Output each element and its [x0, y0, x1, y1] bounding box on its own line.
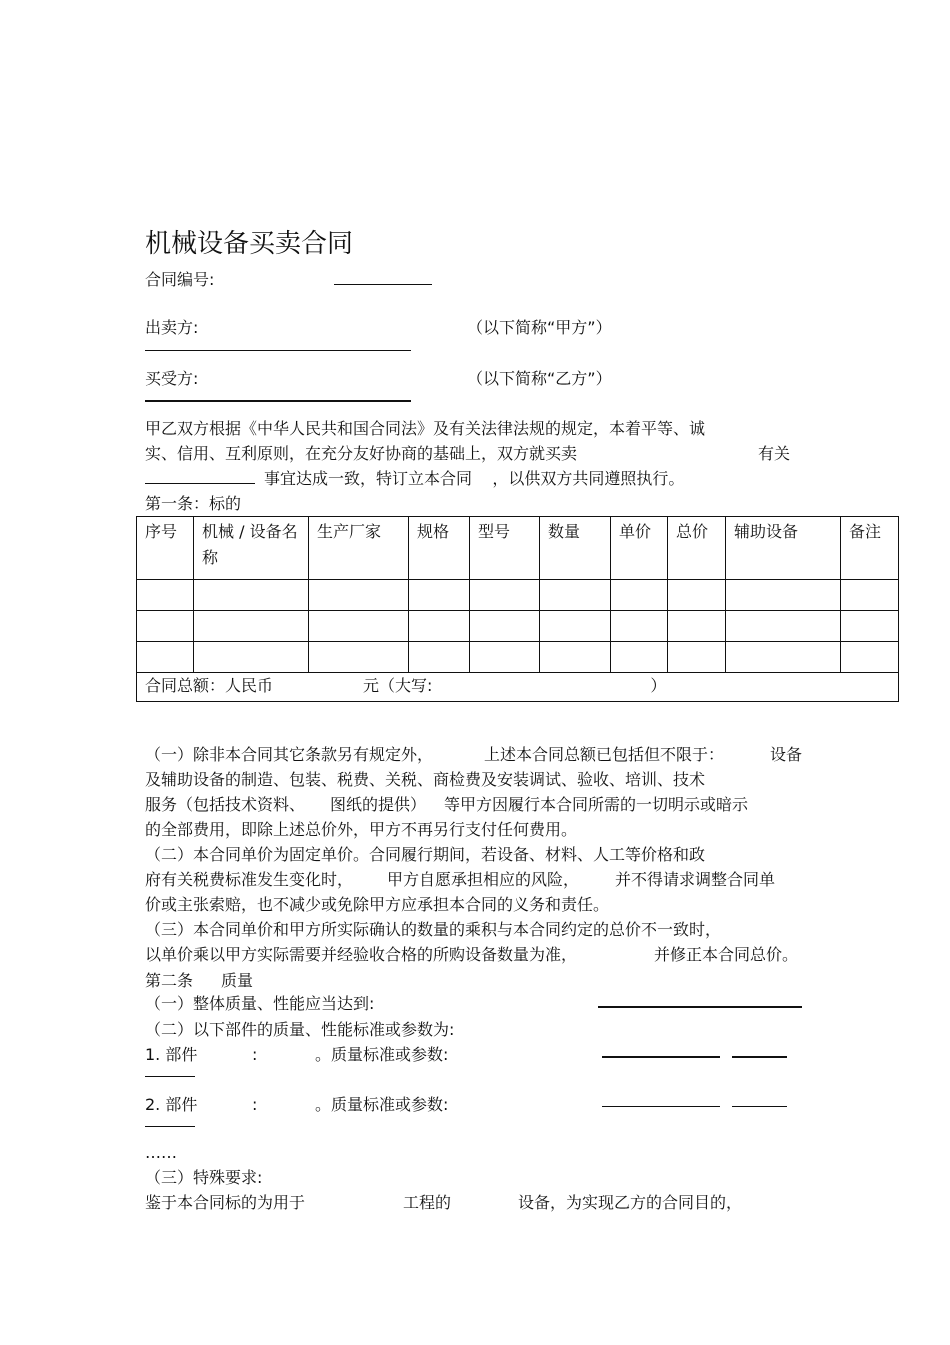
subject-blank[interactable] — [145, 483, 255, 484]
article-1-heading: 第一条：标的 — [145, 494, 242, 513]
clause-1-line-2: 及辅助设备的制造、包装、税费、关税、商检费及安装调试、验收、培训、技术 — [145, 770, 706, 789]
clause-2-line-3: 价或主张索赔，也不减少或免除甲方应承担本合同的义务和责任。 — [145, 895, 610, 914]
intro-line-3: 事宜达成一致，特订立本合同 ，以供双方共同遵照执行。 — [264, 469, 685, 488]
table-cell[interactable] — [611, 611, 668, 642]
final-line: 鉴于本合同标的为用于 — [145, 1193, 306, 1212]
buyer-alias: （以下简称“乙方”） — [467, 369, 612, 388]
total-unit: 元（大写: — [363, 676, 433, 695]
header-cell: 规格 — [409, 517, 470, 580]
clause-3-line-2: 以单价乘以甲方实际需要并经验收合格的所购设备数量为准， — [145, 945, 578, 964]
quality-1-blank[interactable] — [598, 1006, 802, 1008]
total-close: ） — [650, 676, 667, 695]
quality-item-1: （一）整体质量、性能应当达到: — [145, 994, 375, 1013]
clause-1-line-1-b: 上述本合同总额已包括但不限于： — [484, 745, 725, 764]
table-cell[interactable] — [668, 580, 726, 611]
part-1-blank-b[interactable] — [732, 1056, 787, 1058]
intro-line-1: 甲乙双方根据《中华人民共和国合同法》及有关法律法规的规定，本着平等、诚 — [145, 419, 706, 438]
table-cell[interactable] — [540, 642, 611, 673]
ellipsis: …… — [145, 1143, 177, 1162]
contract-no-label: 合同编号: — [145, 270, 215, 289]
table-cell[interactable] — [611, 580, 668, 611]
part-1-colon: : — [252, 1045, 258, 1064]
table-cell[interactable] — [137, 580, 194, 611]
table-cell[interactable] — [470, 580, 540, 611]
clause-1-line-4: 的全部费用，即除上述总价外，甲方不再另行支付任何费用。 — [145, 820, 578, 839]
article-2-heading: 第二条 — [145, 971, 194, 990]
table-cell[interactable] — [726, 642, 841, 673]
table-cell[interactable] — [668, 642, 726, 673]
table-row[interactable] — [137, 642, 899, 673]
clause-3-line-1: （三）本合同单价和甲方所实际确认的数量的乘积与本合同约定的总价不一致时， — [145, 920, 722, 939]
table-cell[interactable] — [309, 642, 409, 673]
table-cell[interactable] — [137, 642, 194, 673]
table-cell[interactable] — [409, 580, 470, 611]
contract-total-row — [137, 673, 899, 702]
final-line-b: 工程的 — [403, 1193, 452, 1212]
table-cell[interactable] — [194, 611, 309, 642]
clause-1-line-1-c: 设备 — [770, 745, 803, 764]
part-1-label: 1. 部件 — [145, 1045, 198, 1064]
clause-2-line-2-b: 甲方自愿承担相应的风险， — [387, 870, 580, 889]
part-2-standard: 。质量标准或参数: — [315, 1095, 449, 1114]
part-1-blank-a[interactable] — [602, 1056, 720, 1058]
header-cell: 备注 — [841, 517, 899, 580]
table-cell[interactable] — [611, 642, 668, 673]
header-cell: 序号 — [137, 517, 194, 580]
buyer-label: 买受方: — [145, 369, 199, 388]
intro-line-2-end: 有关 — [758, 444, 791, 463]
table-cell[interactable] — [309, 580, 409, 611]
clause-1-line-3-b: 图纸的提供） — [330, 795, 427, 814]
header-cell: 总价 — [668, 517, 726, 580]
table-row[interactable] — [137, 611, 899, 642]
table-cell[interactable] — [409, 642, 470, 673]
part-1-blank-c[interactable] — [145, 1076, 195, 1077]
contract-total-cell[interactable] — [137, 673, 899, 702]
header-cell: 型号 — [470, 517, 540, 580]
part-1-standard: 。质量标准或参数: — [315, 1045, 449, 1064]
clause-3-line-2-b: 并修正本合同总价。 — [654, 945, 799, 964]
table-cell[interactable] — [470, 611, 540, 642]
table-cell[interactable] — [841, 642, 899, 673]
clause-1-line-1: （一）除非本合同其它条款另有规定外， — [145, 745, 434, 764]
clause-2-line-2-c: 并不得请求调整合同单 — [615, 870, 776, 889]
table-cell[interactable] — [409, 611, 470, 642]
clause-2-line-2: 府有关税费标准发生变化时， — [145, 870, 354, 889]
table-header-row — [137, 517, 899, 580]
clause-2-line-1: （二）本合同单价为固定单价。合同履行期间，若设备、材料、人工等价格和政 — [145, 845, 706, 864]
seller-label: 出卖方: — [145, 318, 199, 337]
table-cell[interactable] — [540, 611, 611, 642]
equipment-table — [136, 516, 899, 702]
table-cell[interactable] — [137, 611, 194, 642]
document-title: 机械设备买卖合同 — [145, 229, 354, 259]
clause-1-line-3: 服务（包括技术资料、 — [145, 795, 306, 814]
intro-line-2: 实、信用、互利原则，在充分友好协商的基础上，双方就买卖 — [145, 444, 578, 463]
total-label: 合同总额：人民币 — [145, 676, 274, 695]
article-2-heading-title: 质量 — [221, 971, 254, 990]
table-row[interactable] — [137, 580, 899, 611]
part-2-blank-a[interactable] — [602, 1106, 720, 1107]
clause-1-line-3-c: 等甲方因履行本合同所需的一切明示或暗示 — [444, 795, 749, 814]
seller-blank[interactable] — [145, 350, 411, 351]
part-2-colon: : — [252, 1095, 258, 1114]
table-cell[interactable] — [470, 642, 540, 673]
table-cell[interactable] — [841, 611, 899, 642]
seller-alias: （以下简称“甲方”） — [467, 318, 612, 337]
header-cell: 机械 / 设备名称 — [194, 517, 309, 580]
part-2-label: 2. 部件 — [145, 1095, 198, 1114]
part-2-blank-c[interactable] — [145, 1126, 195, 1127]
header-cell: 生产厂家 — [309, 517, 409, 580]
contract-no-blank[interactable] — [334, 284, 432, 285]
table-cell[interactable] — [194, 642, 309, 673]
table-cell[interactable] — [194, 580, 309, 611]
buyer-blank[interactable] — [145, 400, 411, 402]
table-cell[interactable] — [726, 611, 841, 642]
table-cell[interactable] — [309, 611, 409, 642]
part-2-blank-b[interactable] — [732, 1106, 787, 1107]
table-cell[interactable] — [726, 580, 841, 611]
table-cell[interactable] — [668, 611, 726, 642]
final-line-c: 设备，为实现乙方的合同目的， — [518, 1193, 743, 1212]
table-cell[interactable] — [540, 580, 611, 611]
quality-item-3: （三）特殊要求: — [145, 1168, 263, 1187]
header-cell: 数量 — [540, 517, 611, 580]
header-cell: 单价 — [611, 517, 668, 580]
quality-item-2: （二）以下部件的质量、性能标准或参数为: — [145, 1020, 455, 1039]
table-cell[interactable] — [841, 580, 899, 611]
header-cell: 辅助设备 — [726, 517, 841, 580]
